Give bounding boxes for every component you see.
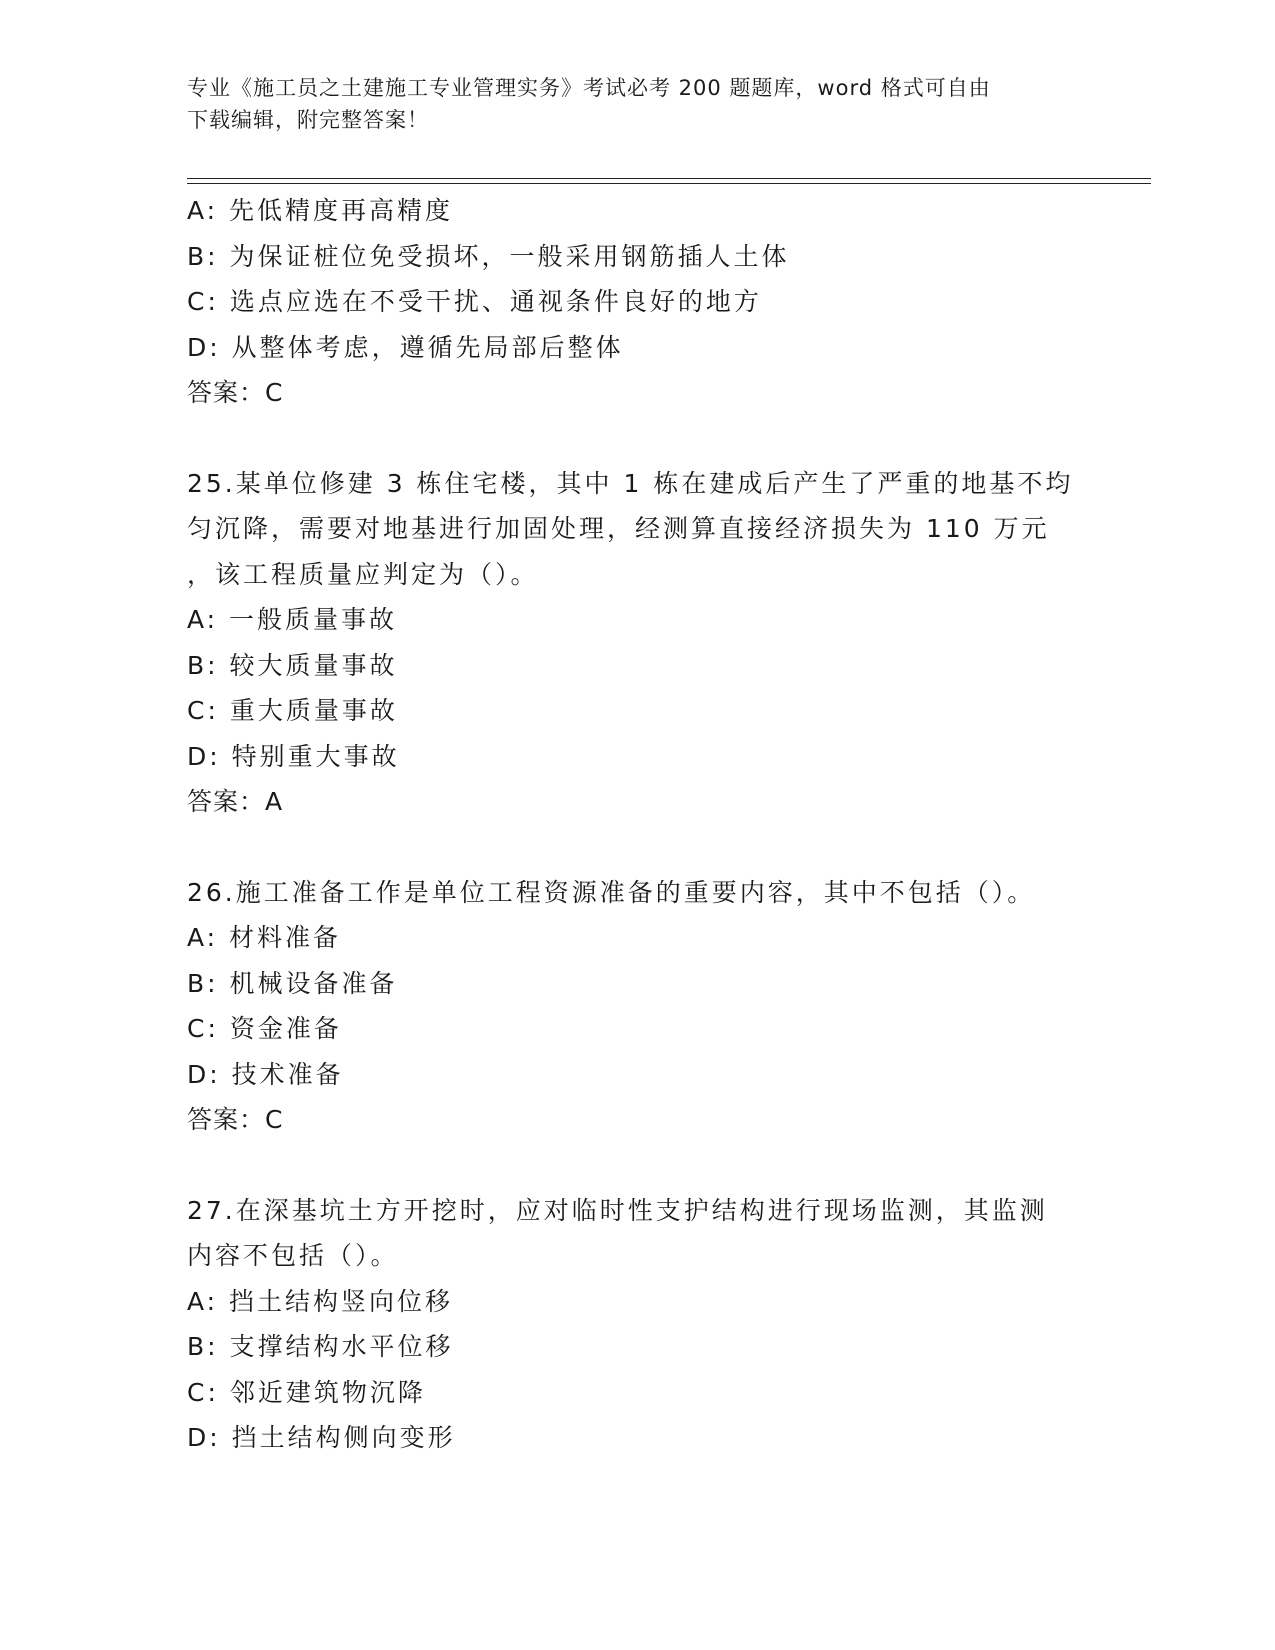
option-a: A: 材料准备 bbox=[187, 923, 342, 952]
question-24-continued bbox=[187, 188, 1087, 416]
question-27 bbox=[187, 1188, 1087, 1461]
question-text: 匀沉降，需要对地基进行加固处理，经测算直接经济损失为 110 万元 bbox=[187, 514, 1050, 543]
question-text: 25.某单位修建 3 栋住宅楼，其中 1 栋在建成后产生了严重的地基不均 bbox=[187, 468, 1074, 498]
option-a: A: 挡土结构竖向位移 bbox=[187, 1286, 454, 1316]
option-c: C: 重大质量事故 bbox=[187, 696, 398, 725]
option-a: A: 一般质量事故 bbox=[187, 605, 398, 634]
option-b: B: 支撑结构水平位移 bbox=[187, 1332, 454, 1361]
option-c: C: 邻近建筑物沉降 bbox=[187, 1377, 426, 1407]
answer: 答案：C bbox=[187, 1105, 284, 1134]
question-text: ，该工程质量应判定为（）。 bbox=[187, 559, 539, 589]
header-line-2: 下载编辑，附完整答案！ bbox=[187, 108, 429, 132]
option-d: D: 技术准备 bbox=[187, 1059, 344, 1089]
option-c: C: 资金准备 bbox=[187, 1014, 342, 1043]
header-divider-bottom bbox=[187, 183, 1151, 184]
question-26 bbox=[187, 870, 1087, 1143]
option-d: D: 从整体考虑，遵循先局部后整体 bbox=[187, 332, 624, 362]
option-a: A: 先低精度再高精度 bbox=[187, 196, 454, 225]
answer: 答案：C bbox=[187, 378, 284, 407]
header-divider-top bbox=[187, 178, 1151, 179]
header-line-1: 专业《施工员之土建施工专业管理实务》考试必考 200 题题库，word 格式可自由 bbox=[187, 76, 991, 100]
question-text: 27.在深基坑土方开挖时，应对临时性支护结构进行现场监测，其监测 bbox=[187, 1195, 1048, 1225]
option-d: D: 特别重大事故 bbox=[187, 741, 400, 771]
option-d: D: 挡土结构侧向变形 bbox=[187, 1423, 456, 1452]
option-b: B: 机械设备准备 bbox=[187, 968, 398, 998]
question-list bbox=[187, 188, 1087, 1461]
document-header bbox=[187, 72, 1067, 136]
option-c: C: 选点应选在不受干扰、通视条件良好的地方 bbox=[187, 287, 762, 316]
option-b: B: 为保证桩位免受损坏，一般采用钢筋插人土体 bbox=[187, 241, 790, 271]
question-25 bbox=[187, 461, 1087, 825]
option-b: B: 较大质量事故 bbox=[187, 650, 398, 680]
question-text: 内容不包括（）。 bbox=[187, 1241, 399, 1270]
answer: 答案：A bbox=[187, 787, 284, 816]
question-text: 26.施工准备工作是单位工程资源准备的重要内容，其中不包括（）。 bbox=[187, 877, 1036, 907]
